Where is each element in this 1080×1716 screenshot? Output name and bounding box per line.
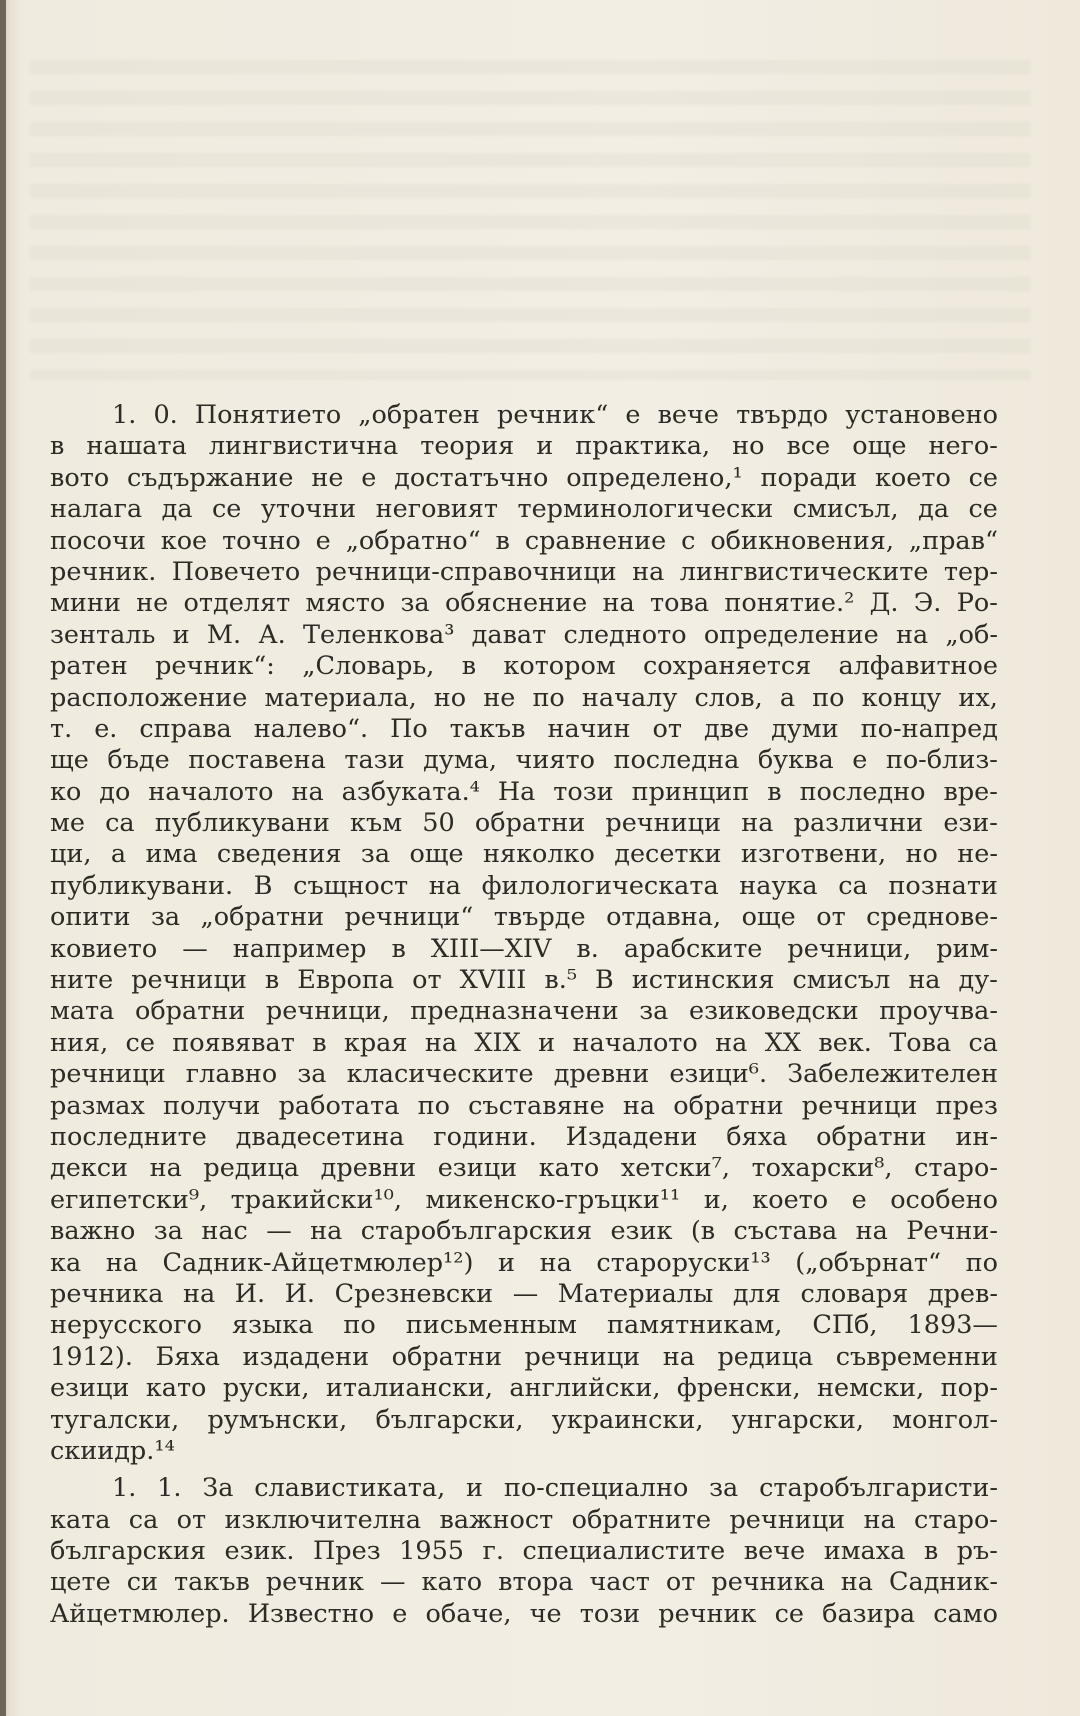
text-line: речник. Повечето речници-справочници на лингвистическите тер- — [50, 556, 998, 587]
text-line: ски и др.¹⁴ — [50, 1435, 175, 1466]
paragraph-1-1 — [50, 1473, 998, 1630]
text-line: публикувани. В същност на филологическата наука са познати — [50, 870, 998, 901]
text-line: зенталь и М. А. Теленкова³ дават следното определение на „об- — [50, 619, 998, 650]
text-line: египетски⁹, тракийски¹⁰, микенско-гръцки¹¹ и, което е особено — [50, 1184, 998, 1215]
paragraph-1-0 — [50, 400, 998, 1467]
text-line: размах получи работата по съставяне на обратни речници през — [50, 1090, 998, 1121]
text-line: налага да се уточни неговият терминологически смисъл, да се — [50, 494, 998, 525]
show-through-from-reverse-page — [30, 60, 1030, 380]
text-line: ковието — например в XIII—XIV в. арабските речници, рим- — [50, 933, 998, 964]
text-line: речника на И. И. Срезневски — Материалы для словаря древ- — [50, 1278, 998, 1309]
text-line: българския език. През 1955 г. специалистите вече имаха в ръ- — [50, 1536, 998, 1567]
text-line: 1912). Бяха издадени обратни речници на редица съвременни — [50, 1341, 998, 1372]
text-line: последните двадесетина години. Издадени бяха обратни ин- — [50, 1121, 998, 1152]
text-line: ще бъде поставена тази дума, чиято последна буква е по-близ- — [50, 745, 998, 776]
text-line: посочи кое точно е „обратно“ в сравнение с обикновения, „прав“ — [50, 525, 998, 556]
text-line: в нашата лингвистична теория и практика, но все още него- — [50, 431, 998, 462]
text-line: 1. 1. За славистиката, и по-специално за старобългаристи- — [112, 1473, 998, 1504]
text-line: мини не отделят място за обяснение на това понятие.² Д. Э. Ро- — [50, 588, 998, 619]
text-line: ния, се появяват в края на XIX и началото на XX век. Това са — [50, 1027, 998, 1058]
text-line: 1. 0. Понятието „обратен речник“ е вече твърдо установено — [112, 400, 998, 430]
text-line: вото съдържание не е достатъчно определено,¹ поради което се — [50, 462, 998, 493]
book-spine-shadow — [0, 0, 6, 1716]
text-line: Айцетмюлер. Известно е обаче, че този речник се базира само — [50, 1598, 998, 1629]
text-line: езици като руски, италиански, английски, френски, немски, пор- — [50, 1373, 998, 1404]
text-line: ко до началото на азбуката.⁴ На този принцип в последно вре- — [50, 776, 998, 807]
text-line: опити за „обратни речници“ твърде отдавна, още от среднове- — [50, 902, 998, 933]
text-line: ратен речник“: „Словарь, в котором сохраняется алфавитное — [50, 651, 998, 682]
text-line: ка на Садник-Айцетмюлер¹²) и на староруски¹³ („обърнат“ по — [50, 1247, 998, 1278]
text-line: ните речници в Европа от XVIII в.⁵ В истинския смисъл на ду- — [50, 965, 998, 996]
text-line: цете си такъв речник — като втора част от речника на Садник- — [50, 1567, 998, 1598]
text-line: нерусского языка по письменным памятникам, СПб, 1893— — [50, 1310, 998, 1341]
text-line: ци, а има сведения за още няколко десетки изготвени, но не- — [50, 839, 998, 870]
text-line: тугалски, румънски, български, украински, унгарски, монгол- — [50, 1404, 998, 1435]
body-text — [50, 400, 998, 1630]
text-line: речници главно за класическите древни езици⁶. Забележителен — [50, 1059, 998, 1090]
text-line: ката са от изключителна важност обратните речници на старо- — [50, 1504, 998, 1535]
text-line: важно за нас — на старобългарския език (в състава на Речни- — [50, 1216, 998, 1247]
text-line: ме са публикувани към 50 обратни речници на различни ези- — [50, 808, 998, 839]
text-line: мата обратни речници, предназначени за езиковедски проучва- — [50, 996, 998, 1027]
text-line: декси на редица древни езици като хетски⁷, тохарски⁸, старо- — [50, 1153, 998, 1184]
text-line: т. е. справа налево“. По такъв начин от две думи по-напред — [50, 713, 998, 744]
text-line: расположение материала, но не по началу слов, а по концу их, — [50, 682, 998, 713]
